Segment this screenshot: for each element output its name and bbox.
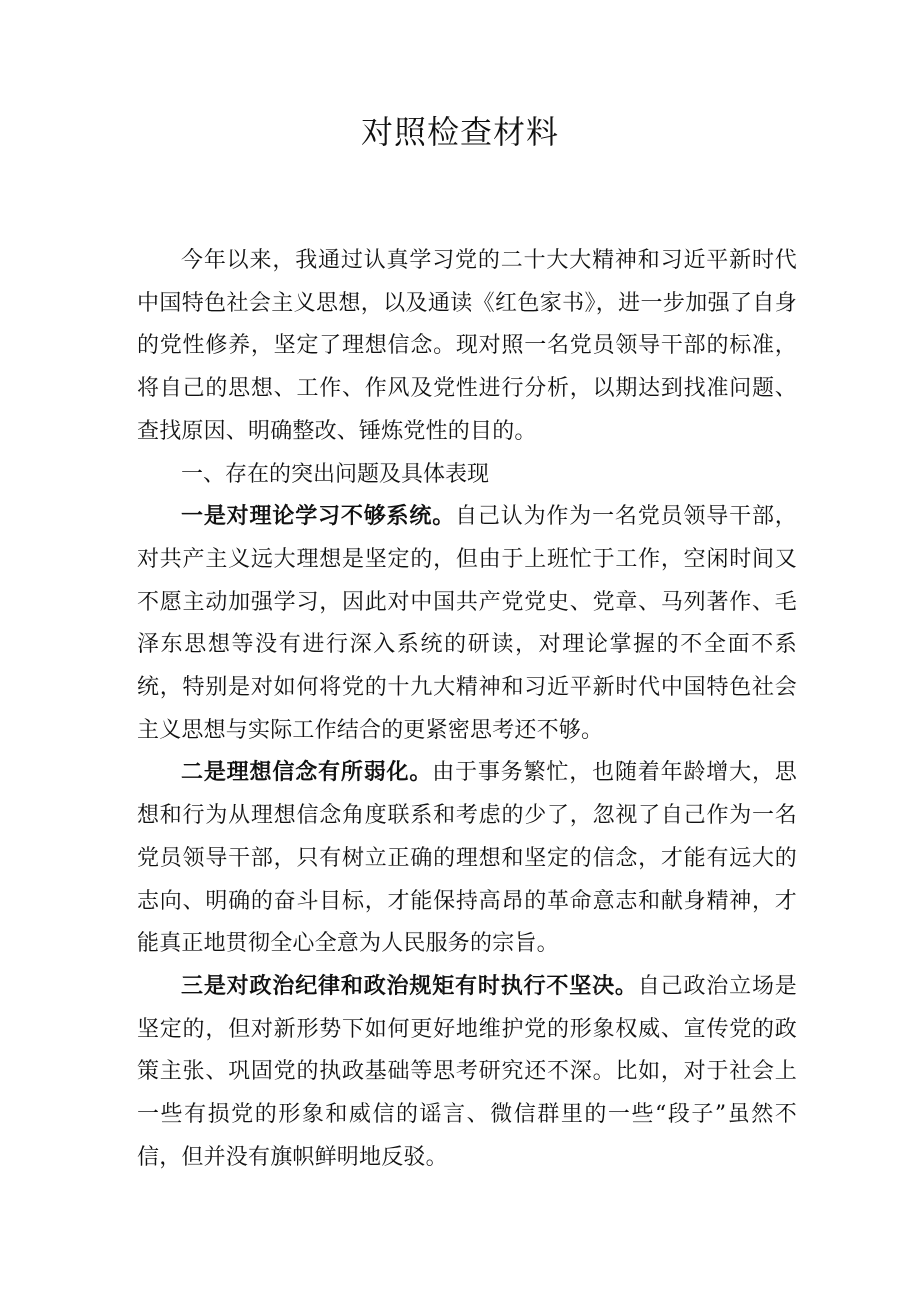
item-paragraph-2 <box>137 752 797 966</box>
page-title: 对照检查材料 <box>360 113 559 151</box>
item-lead: 三是对政治纪律和政治规矩有时执行不坚决。 <box>181 973 638 999</box>
item-text: 自己政治立场是坚定的，但对新形势下如何更好地维护党的形象权威、宣传党的政策主张、巩固党的执政基础等思考研究还不深。比如，对于社会上一些有损党的形象和威信的谣言、微信群里的一些“段子”虽然不信，但并没有旗帜鲜明地反驳。 <box>137 973 797 1170</box>
intro-paragraph: 今年以来，我通过认真学习党的二十大大精神和习近平新时代中国特色社会主义思想，以及通读《红色家书》，进一步加强了自身的党性修养，坚定了理想信念。现对照一名党员领导干部的标准，将自己的思想、工作、作风及党性进行分析，以期达到找准问题、查找原因、明确整改、锤炼党性的目的。 <box>137 248 797 444</box>
document-body <box>137 236 797 1179</box>
item-text: 自己认为作为一名党员领导干部，对共产主义远大理想是坚定的，但由于上班忙于工作，空闲时间又不愿主动加强学习，因此对中国共产党党史、党章、马列著作、毛泽东思想等没有进行深入系统的研读，对理论掌握的不全面不系统，特别是对如何将党的十九大精神和习近平新时代中国特色社会主义思想与实际工作结合的更紧密思考还不够。 <box>137 504 797 743</box>
item-text: 由于事务繁忙，也随着年龄增大，思想和行为从理想信念角度联系和考虑的少了，忽视了自己作为一名党员领导干部，只有树立正确的理想和坚定的信念，才能有远大的志向、明确的奋斗目标，才能保持高昂的革命意志和献身精神，才能真正地贯彻全心全意为人民服务的宗旨。 <box>137 760 798 957</box>
item-lead: 二是理想信念有所弱化。 <box>181 760 433 786</box>
item-paragraph-1 <box>137 496 797 752</box>
item-paragraph-3 <box>137 966 797 1180</box>
item-lead: 一是对理论学习不够系统。 <box>181 504 456 530</box>
section-heading: 一、存在的突出问题及具体表现 <box>181 461 490 487</box>
